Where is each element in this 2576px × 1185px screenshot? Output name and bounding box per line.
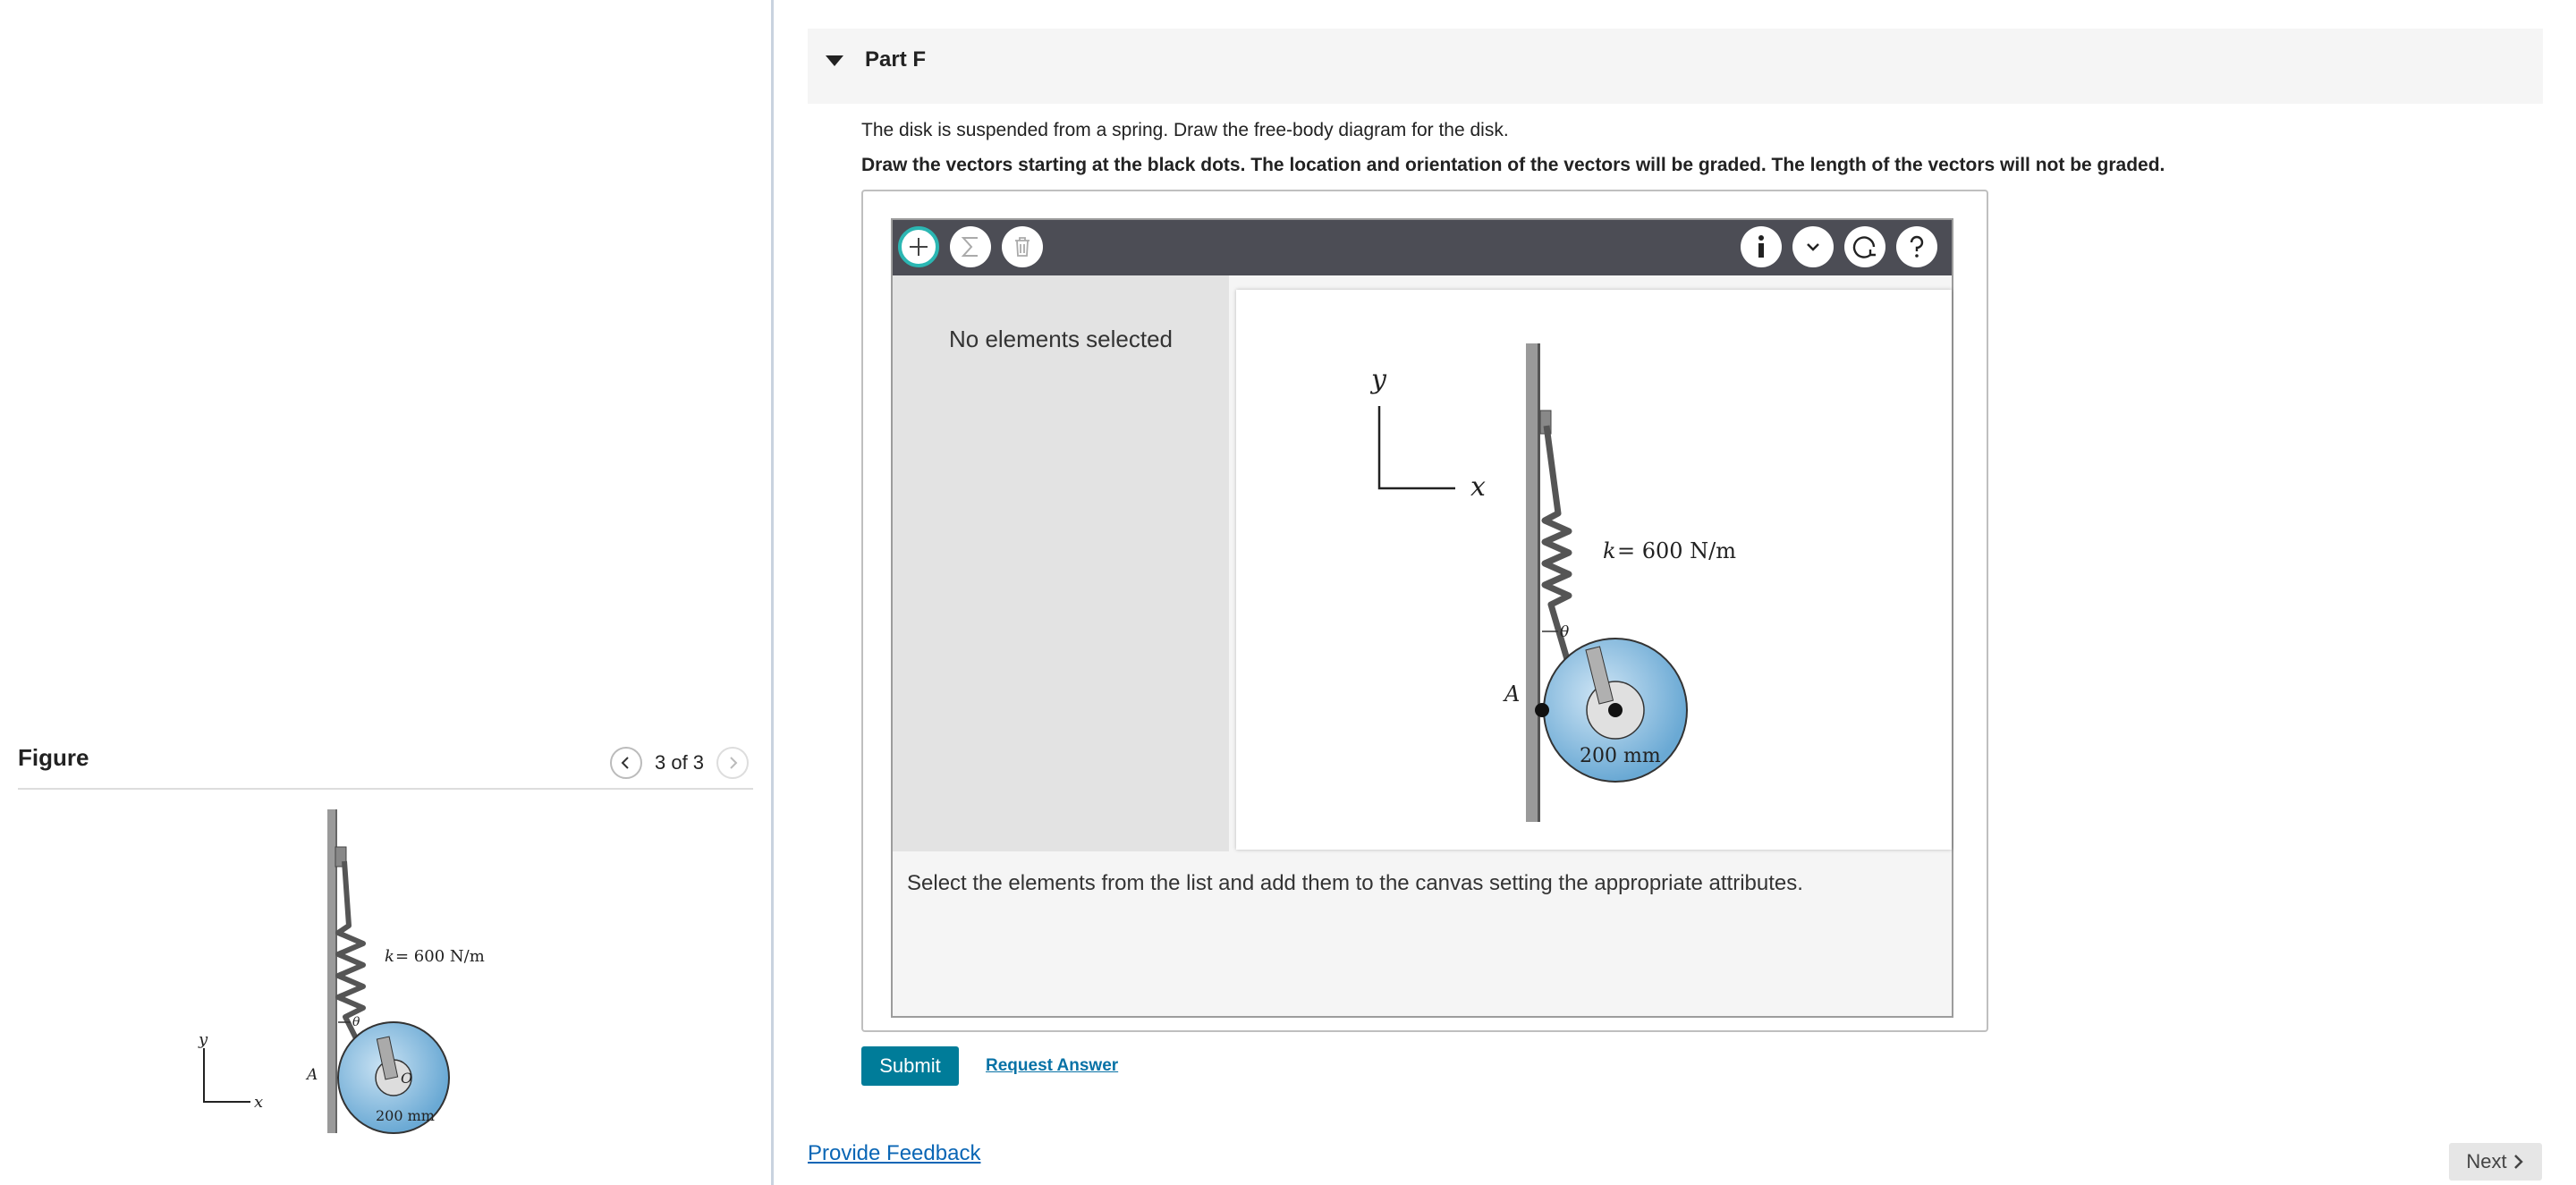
question-instruction: The disk is suspended from a spring. Draw the free-body diagram for the disk.: [861, 120, 1509, 140]
provide-feedback-link[interactable]: Provide Feedback: [808, 1141, 981, 1165]
column-divider: [771, 0, 774, 1185]
axes: [204, 1048, 250, 1102]
canvas-radius-label: 200 mm: [1580, 745, 1661, 767]
next-button[interactable]: [2449, 1143, 2542, 1181]
wall: [327, 809, 335, 1133]
info-button[interactable]: [1741, 226, 1782, 267]
drawing-tool: [891, 218, 1953, 1018]
part-title: Part F: [865, 47, 927, 72]
figure-counter: 3 of 3: [655, 751, 705, 774]
figure-y-label: y: [199, 1030, 208, 1049]
contact-point-dot[interactable]: [1535, 703, 1549, 717]
selection-status: No elements selected: [948, 326, 1174, 352]
options-dropdown-button[interactable]: [1792, 226, 1834, 267]
trash-icon: [1013, 235, 1032, 258]
canvas-axes: [1379, 406, 1455, 488]
figure-spring-label: = 600 N/m: [395, 947, 485, 966]
figure-x-label: x: [254, 1093, 264, 1112]
figure-divider: [18, 788, 753, 790]
tool-hint: Select the elements from the list and add them to the canvas setting the appropriate attributes.: [907, 871, 1803, 895]
figure-o-label: O: [401, 1070, 413, 1087]
plus-icon: [907, 235, 930, 258]
sum-button[interactable]: [950, 226, 991, 267]
canvas-k-label: k: [1603, 538, 1616, 563]
previous-figure-button[interactable]: [610, 747, 642, 779]
chevron-right-icon: [2512, 1154, 2525, 1170]
help-icon: [1906, 233, 1928, 260]
canvas-theta-label: θ: [1560, 623, 1570, 641]
canvas-y-label: y: [1371, 364, 1386, 395]
canvas-a-label: A: [1504, 681, 1521, 707]
next-label: Next: [2466, 1150, 2507, 1172]
canvas-wall: [1526, 343, 1538, 822]
submit-button[interactable]: Submit: [861, 1046, 959, 1086]
canvas-spring-label: = 600 N/m: [1617, 538, 1737, 563]
part-header[interactable]: [808, 29, 2543, 104]
question-instruction-bold: Draw the vectors starting at the black dots. The location and orientation of the vectors will be graded. The length of the vectors will not be graded.: [861, 155, 2165, 175]
next-figure-button[interactable]: [716, 747, 749, 779]
figure-theta-label: θ: [352, 1015, 360, 1029]
chevron-down-icon: [1805, 241, 1821, 253]
figure-panel: [0, 0, 771, 1185]
chevron-right-icon: [725, 756, 740, 770]
figure-a-label: A: [307, 1066, 318, 1084]
figure-navigation: [610, 746, 749, 780]
delete-button[interactable]: [1002, 226, 1043, 267]
caret-down-icon: [826, 55, 843, 66]
figure-thumbnail: [179, 809, 501, 1140]
info-icon: [1752, 233, 1770, 260]
sigma-icon: [960, 235, 981, 258]
request-answer-link[interactable]: Request Answer: [986, 1056, 1119, 1075]
reset-button[interactable]: [1844, 226, 1885, 267]
element-list-panel: [893, 275, 1229, 851]
drawing-canvas[interactable]: [1236, 290, 1952, 850]
figure-k-label: k: [385, 947, 394, 966]
figure-radius-label: 200 mm: [376, 1107, 435, 1124]
figure-title: Figure: [18, 744, 89, 771]
canvas-x-label: x: [1470, 471, 1486, 503]
add-element-button[interactable]: [898, 226, 939, 267]
chevron-left-icon: [619, 756, 633, 770]
reset-icon: [1852, 233, 1878, 260]
disk-center-dot[interactable]: [1608, 703, 1623, 717]
toolbar: [893, 220, 1952, 275]
help-button[interactable]: [1896, 226, 1937, 267]
